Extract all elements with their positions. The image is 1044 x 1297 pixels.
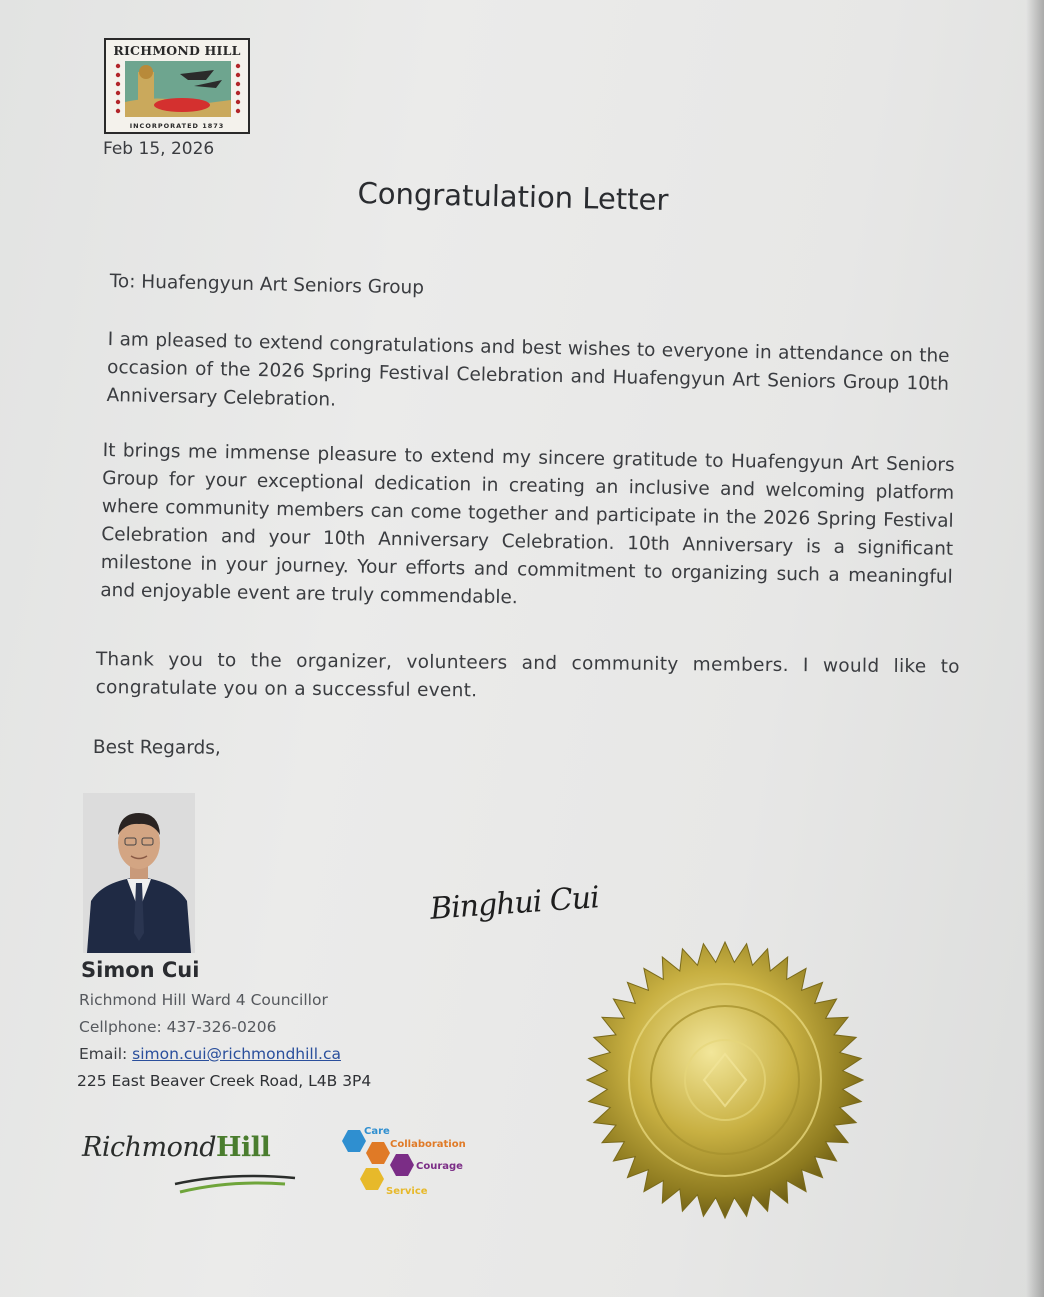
- logo-word: Richmond: [82, 1132, 217, 1163]
- paragraph-2: [100, 437, 955, 620]
- crest-emblem-icon: [110, 58, 246, 120]
- closing-text: Best Regards,: [92, 736, 221, 759]
- letter-title: Congratulation Letter: [357, 176, 669, 218]
- gold-seal-icon: [586, 930, 864, 1230]
- signer-role: Richmond Hill Ward 4 Councillor: [79, 991, 328, 1009]
- signer-email-line: [79, 1045, 341, 1063]
- value-service: Service: [386, 1186, 428, 1197]
- signer-address: 225 East Beaver Creek Road, L4B 3P4: [77, 1072, 372, 1090]
- closing: [93, 734, 393, 764]
- paragraph-3: [96, 646, 960, 710]
- letter-date: Feb 15, 2026: [103, 139, 215, 159]
- value-care: Care: [364, 1126, 390, 1137]
- paragraph-text: It brings me immense pleasure to extend my sincere gratitude to Huafengyun Art Seniors Group for your exceptional dedication in creating an inclusive and welcoming platform where community members can come together and participate in the 2026 Spring Festival Celebration and your 10th Anniversary Celebration. 10th Anniversary is a significant milestone in your journey. Your efforts and commitment to organizing such a meaningful and enjoyable event are truly commendable.: [100, 439, 955, 609]
- handwritten-signature: Binghui Cui: [428, 880, 600, 927]
- crest-incorporated: INCORPORATED 1873: [129, 122, 225, 130]
- richmond-hill-logo: [82, 1132, 270, 1163]
- value-courage: Courage: [416, 1161, 463, 1172]
- value-collaboration: Collaboration: [390, 1139, 466, 1150]
- crest-title: RICHMOND HILL: [113, 43, 241, 58]
- signer-name: Simon Cui: [81, 958, 200, 982]
- portrait-icon: [83, 793, 195, 953]
- town-crest: [104, 38, 250, 134]
- recipient-line: To: Huafengyun Art Seniors Group: [109, 270, 425, 299]
- paragraph-1: [106, 326, 950, 427]
- paragraph-text: I am pleased to extend congratulations and best wishes to everyone in attendance on the occasion of the 2026 Spring Festival Celebration and Huafengyun Art Seniors Group 10th Anniversary Celebration.: [106, 328, 950, 411]
- values-logo: [334, 1124, 484, 1204]
- councillor-photo: [83, 793, 195, 953]
- email-link[interactable]: simon.cui@richmondhill.ca: [132, 1045, 341, 1063]
- paragraph-text: Thank you to the organizer, volunteers and community members. I would like to congratulate you on a successful event.: [95, 648, 960, 702]
- signer-cellphone: Cellphone: 437-326-0206: [79, 1018, 277, 1036]
- logo-hill: Hill: [216, 1132, 271, 1163]
- email-label: Email:: [79, 1045, 133, 1063]
- paper-edge-shadow: [1026, 0, 1044, 1297]
